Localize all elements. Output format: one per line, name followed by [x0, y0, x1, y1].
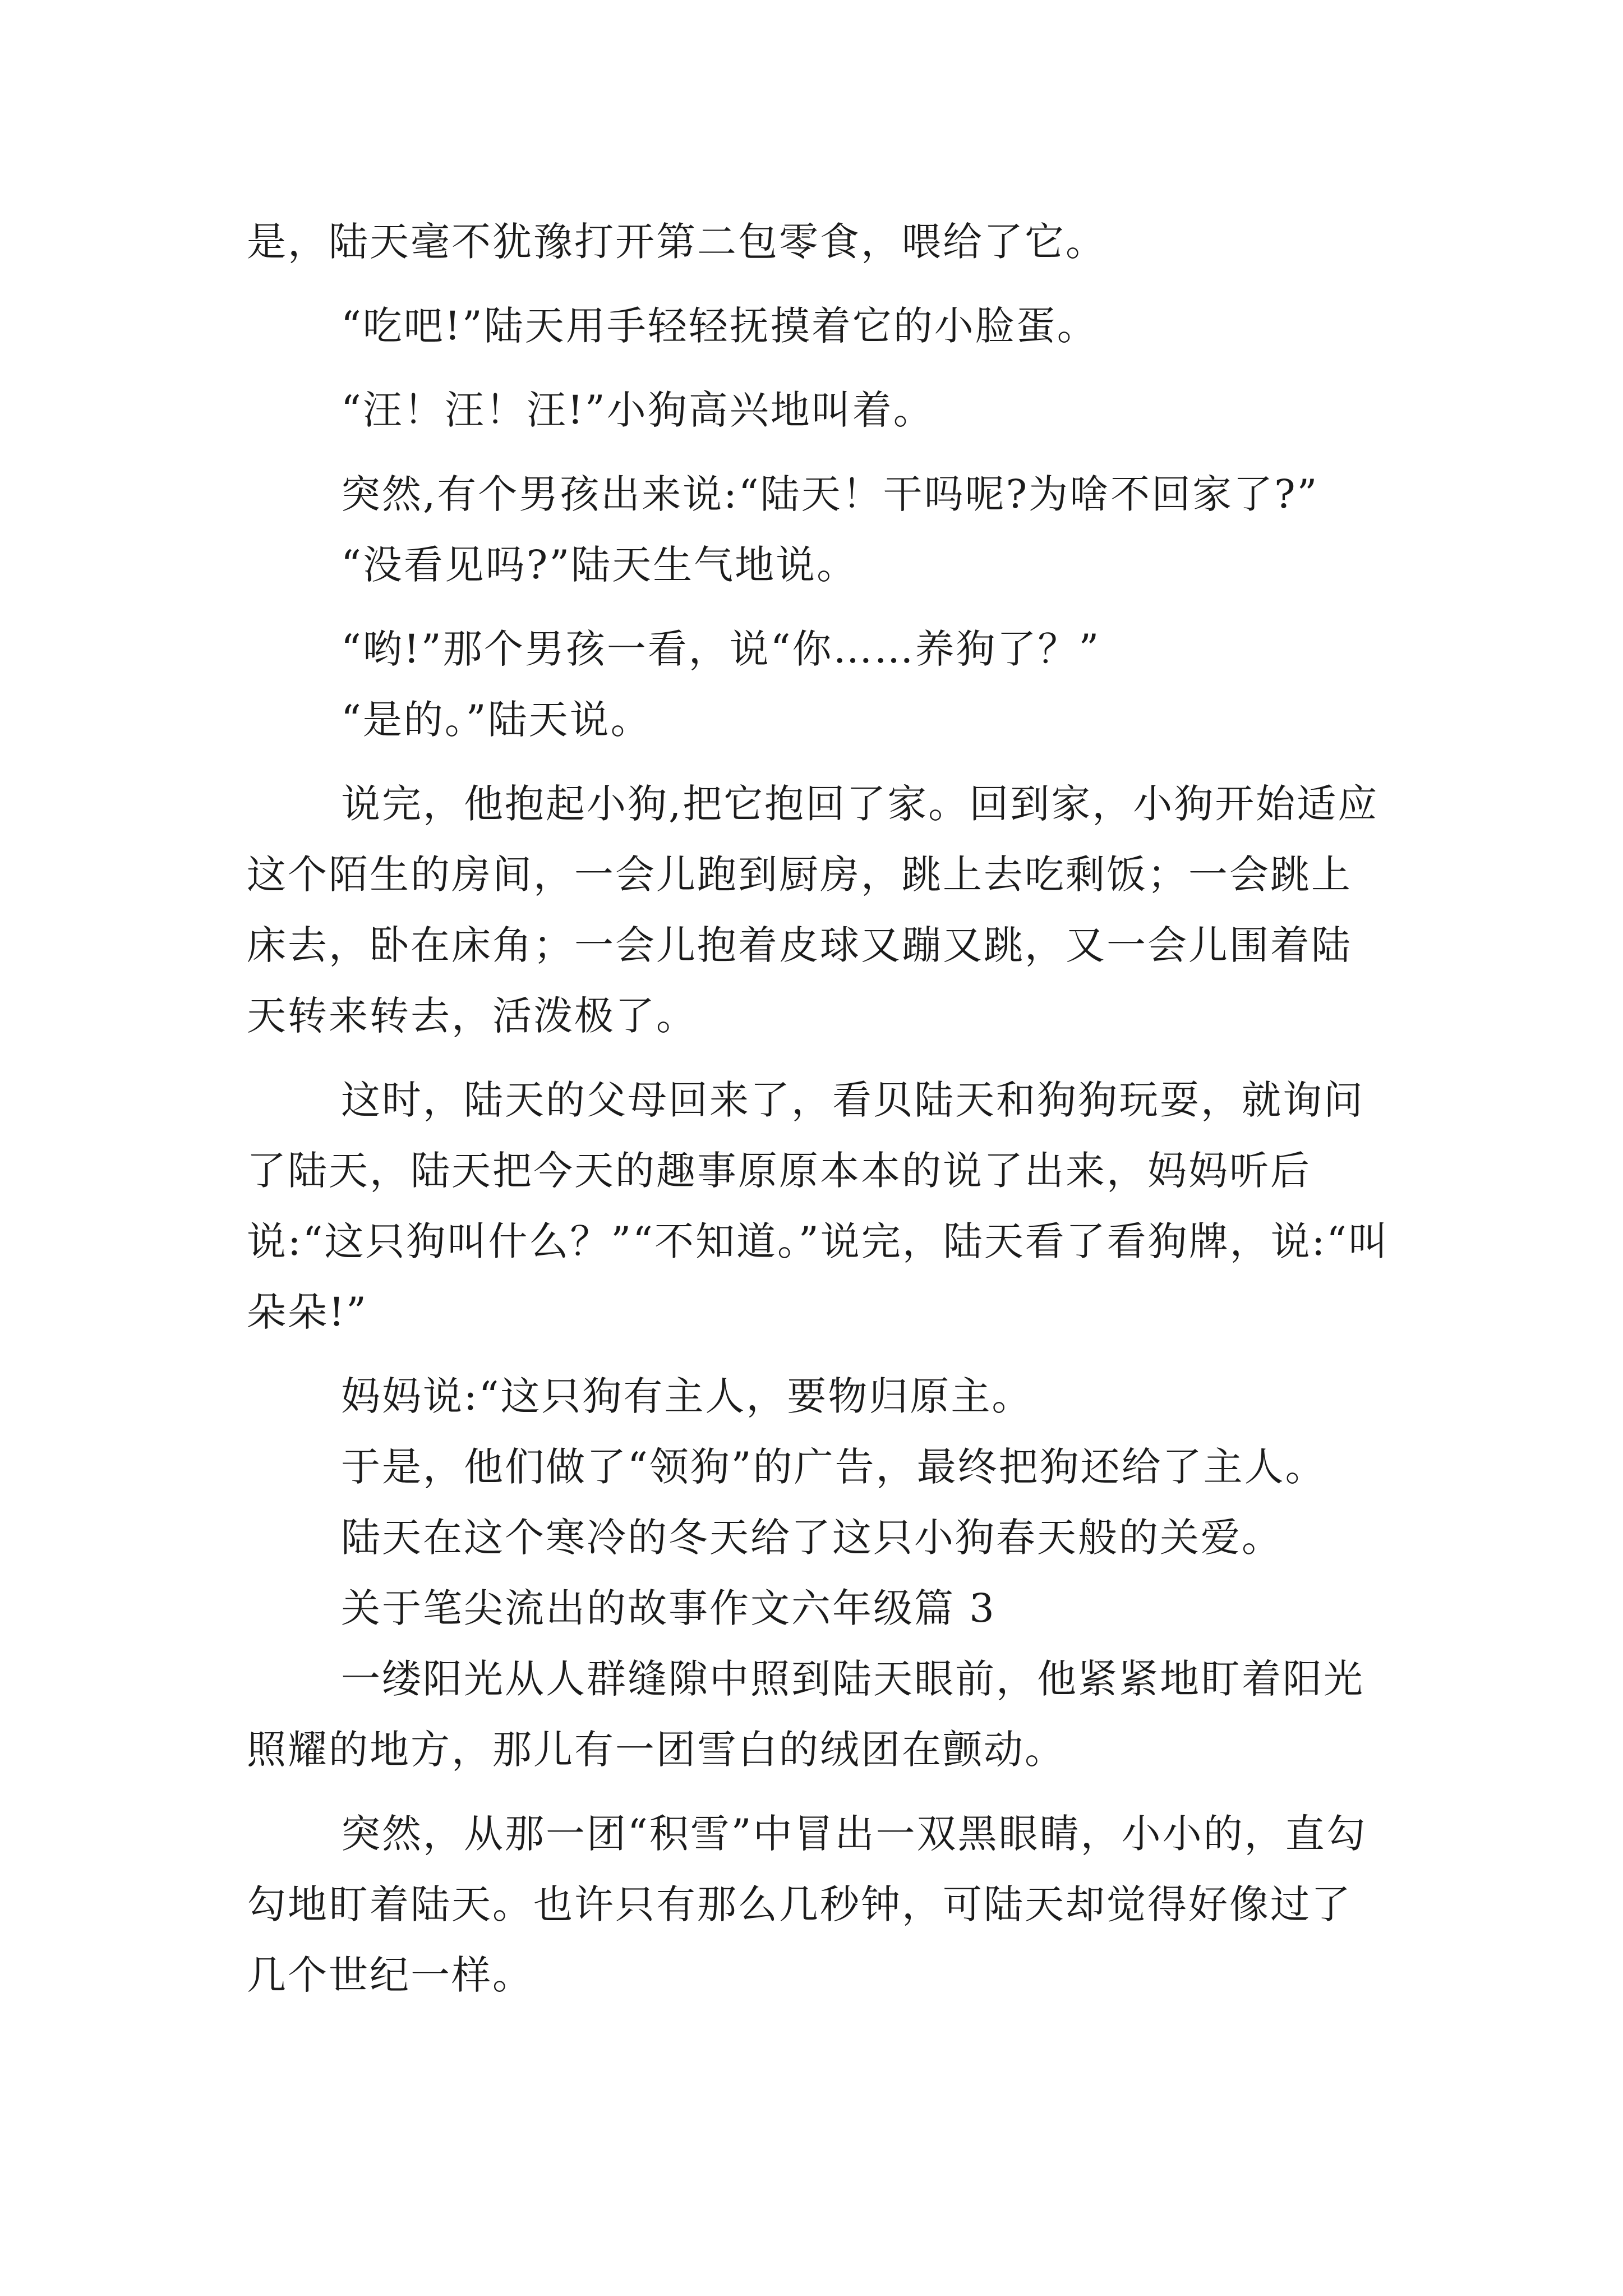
paragraph: 说完，他抱起小狗,把它抱回了家。回到家，小狗开始适应这个陌生的房间，一会儿跑到厨房，跳上去吃剩饭；一会跳上床去，卧在床角；一会儿抱着皮球又蹦又跳，又一会儿围着陆天转来转去，活泼极了。 — [247, 781, 1379, 1039]
paragraph: “吃吧!”陆天用手轻轻抚摸着它的小脸蛋。 — [341, 303, 1098, 349]
paragraph: 突然，从那一团“积雪”中冒出一双黑眼睛，小小的，直勾勾地盯着陆天。也许只有那么几秒钟，可陆天却觉得好像过了几个世纪一样。 — [247, 1811, 1367, 1998]
paragraph: 一缕阳光从人群缝隙中照到陆天眼前，他紧紧地盯着阳光照耀的地方，那儿有一团雪白的绒团在颤动。 — [247, 1656, 1364, 1773]
paragraph: “没看见吗?”陆天生气地说。 — [341, 542, 858, 588]
paragraph: “汪！汪！汪!”小狗高兴地叫着。 — [341, 387, 934, 433]
article-body — [247, 206, 1391, 2010]
paragraph: 妈妈说:“这只狗有主人，要物归原主。 — [341, 1373, 1033, 1419]
paragraph: “哟!”那个男孩一看，说“你……养狗了？” — [341, 626, 1101, 672]
paragraph: 于是，他们做了“领狗”的广告，最终把狗还给了主人。 — [341, 1444, 1326, 1490]
paragraph: 这时，陆天的父母回来了，看贝陆天和狗狗玩耍，就询问了陆天，陆天把今天的趣事原原本本的说了出来，妈妈听后说:“这只狗叫什么？”“不知道。”说完，陆天看了看狗牌，说:“叫朵朵!” — [247, 1077, 1390, 1335]
paragraph: 陆天在这个寒冷的冬天给了这只小狗春天般的关爱。 — [341, 1515, 1283, 1561]
paragraph: 是，陆天毫不犹豫打开第二包零食，喂给了它。 — [247, 219, 1106, 265]
paragraph: 突然,有个男孩出来说:“陆天！干吗呢?为啥不回家了?” — [341, 471, 1319, 517]
section-heading: 关于笔尖流出的故事作文六年级篇 3 — [341, 1585, 996, 1631]
paragraph: “是的。”陆天说。 — [341, 697, 652, 743]
